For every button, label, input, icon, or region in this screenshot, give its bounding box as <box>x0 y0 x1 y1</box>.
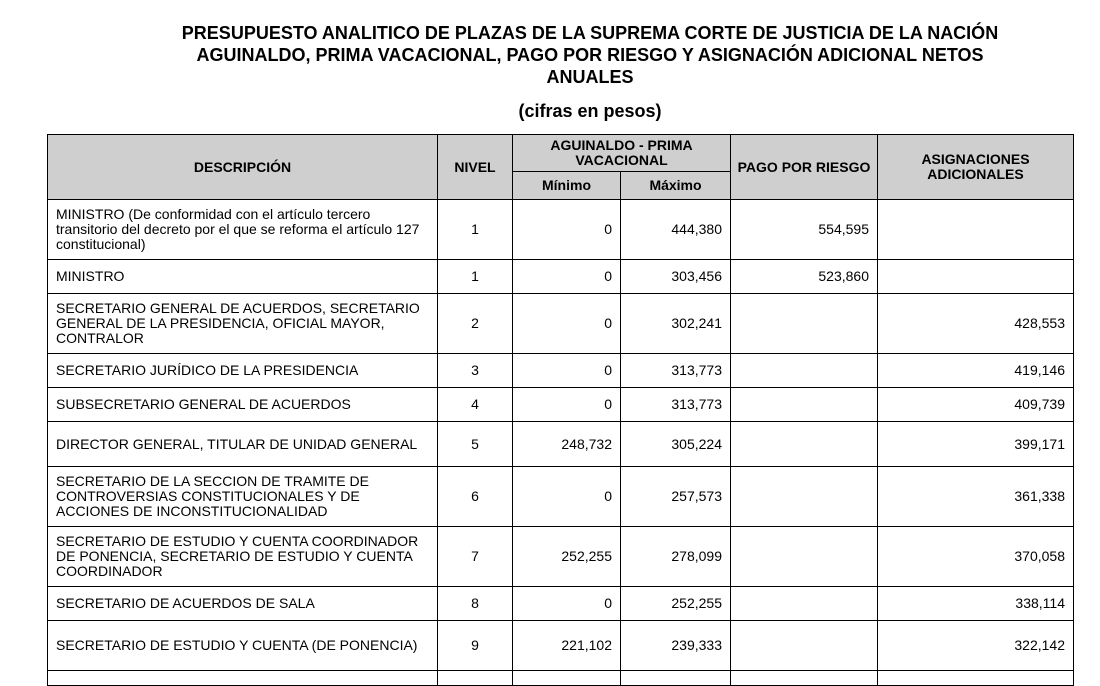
cell-descripcion: SECRETARIO DE ESTUDIO Y CUENTA (DE PONENCIA) <box>48 621 438 671</box>
cell-maximo: 302,241 <box>621 294 731 354</box>
cell-asignaciones <box>878 260 1074 294</box>
cell-pago-riesgo <box>731 527 878 587</box>
document-title <box>120 22 1060 88</box>
cell-asignaciones: 419,146 <box>878 354 1074 388</box>
cell-asignaciones <box>878 200 1074 260</box>
cell-pago-riesgo <box>731 621 878 671</box>
cell-nivel <box>438 671 513 686</box>
cell-pago-riesgo <box>731 587 878 621</box>
cell-pago-riesgo <box>731 671 878 686</box>
cell-nivel: 5 <box>438 422 513 467</box>
cell-descripcion: SUBSECRETARIO GENERAL DE ACUERDOS <box>48 388 438 422</box>
cell-pago-riesgo <box>731 422 878 467</box>
table-row <box>48 621 1074 671</box>
col-header-descripcion: DESCRIPCIÓN <box>48 135 438 200</box>
table-row <box>48 527 1074 587</box>
table-row <box>48 388 1074 422</box>
cell-maximo <box>621 671 731 686</box>
cell-descripcion: DIRECTOR GENERAL, TITULAR DE UNIDAD GENERAL <box>48 422 438 467</box>
cell-minimo: 0 <box>513 587 621 621</box>
cell-minimo: 0 <box>513 294 621 354</box>
cell-asignaciones: 428,553 <box>878 294 1074 354</box>
cell-nivel: 3 <box>438 354 513 388</box>
col-header-asignaciones: ASIGNACIONES ADICIONALES <box>878 135 1074 200</box>
cell-maximo: 303,456 <box>621 260 731 294</box>
cell-nivel: 2 <box>438 294 513 354</box>
cell-descripcion: SECRETARIO JURÍDICO DE LA PRESIDENCIA <box>48 354 438 388</box>
table-row <box>48 422 1074 467</box>
cell-minimo <box>513 671 621 686</box>
cell-maximo: 278,099 <box>621 527 731 587</box>
table-row <box>48 467 1074 527</box>
cell-asignaciones: 361,338 <box>878 467 1074 527</box>
col-header-minimo: Mínimo <box>513 172 621 200</box>
cell-minimo: 0 <box>513 354 621 388</box>
cell-descripcion: SECRETARIO GENERAL DE ACUERDOS, SECRETARIO GENERAL DE LA PRESIDENCIA, OFICIAL MAYOR, CONTRALOR <box>48 294 438 354</box>
cell-asignaciones: 322,142 <box>878 621 1074 671</box>
cell-nivel: 4 <box>438 388 513 422</box>
cell-asignaciones: 409,739 <box>878 388 1074 422</box>
cell-maximo: 444,380 <box>621 200 731 260</box>
document-subtitle: (cifras en pesos) <box>518 101 662 121</box>
cell-minimo: 0 <box>513 388 621 422</box>
table-row-partial <box>48 671 1074 686</box>
table-row <box>48 200 1074 260</box>
cell-asignaciones <box>878 671 1074 686</box>
cell-maximo: 313,773 <box>621 388 731 422</box>
cell-nivel: 6 <box>438 467 513 527</box>
budget-table <box>47 134 1074 686</box>
col-header-pago-riesgo: PAGO POR RIESGO <box>731 135 878 200</box>
cell-asignaciones: 370,058 <box>878 527 1074 587</box>
table-row <box>48 587 1074 621</box>
cell-maximo: 313,773 <box>621 354 731 388</box>
table-row <box>48 260 1074 294</box>
cell-pago-riesgo <box>731 354 878 388</box>
cell-descripcion: SECRETARIO DE LA SECCION DE TRAMITE DE CONTROVERSIAS CONSTITUCIONALES Y DE ACCIONES DE INCONSTITUCIONALIDAD <box>48 467 438 527</box>
col-header-maximo: Máximo <box>621 172 731 200</box>
cell-pago-riesgo: 554,595 <box>731 200 878 260</box>
cell-descripcion: MINISTRO (De conformidad con el artículo tercero transitorio del decreto por el que se reforma el artículo 127 constitucional) <box>48 200 438 260</box>
cell-asignaciones: 338,114 <box>878 587 1074 621</box>
cell-minimo: 248,732 <box>513 422 621 467</box>
cell-maximo: 239,333 <box>621 621 731 671</box>
cell-nivel: 1 <box>438 260 513 294</box>
table-row <box>48 294 1074 354</box>
cell-nivel: 8 <box>438 587 513 621</box>
table-row <box>48 354 1074 388</box>
cell-pago-riesgo <box>731 467 878 527</box>
cell-descripcion: SECRETARIO DE ESTUDIO Y CUENTA COORDINADOR DE PONENCIA, SECRETARIO DE ESTUDIO Y CUENTA COORDINADOR <box>48 527 438 587</box>
cell-descripcion: MINISTRO <box>48 260 438 294</box>
title-line-3: ANUALES <box>546 67 634 87</box>
cell-maximo: 305,224 <box>621 422 731 467</box>
title-line-1: PRESUPUESTO ANALITICO DE PLAZAS DE LA SUPREMA CORTE DE JUSTICIA DE LA NACIÓN <box>181 23 999 43</box>
cell-asignaciones: 399,171 <box>878 422 1074 467</box>
cell-nivel: 9 <box>438 621 513 671</box>
cell-minimo: 0 <box>513 467 621 527</box>
cell-descripcion: SECRETARIO DE ACUERDOS DE SALA <box>48 587 438 621</box>
cell-minimo: 221,102 <box>513 621 621 671</box>
cell-maximo: 257,573 <box>621 467 731 527</box>
cell-maximo: 252,255 <box>621 587 731 621</box>
cell-minimo: 252,255 <box>513 527 621 587</box>
cell-descripcion <box>48 671 438 686</box>
cell-pago-riesgo: 523,860 <box>731 260 878 294</box>
cell-pago-riesgo <box>731 294 878 354</box>
cell-nivel: 1 <box>438 200 513 260</box>
cell-minimo: 0 <box>513 200 621 260</box>
cell-minimo: 0 <box>513 260 621 294</box>
title-line-2: AGUINALDO, PRIMA VACACIONAL, PAGO POR RIESGO Y ASIGNACIÓN ADICIONAL NETOS <box>196 45 984 65</box>
cell-nivel: 7 <box>438 527 513 587</box>
col-header-nivel: NIVEL <box>438 135 513 200</box>
col-header-aguinaldo: AGUINALDO - PRIMA VACACIONAL <box>513 135 731 172</box>
cell-pago-riesgo <box>731 388 878 422</box>
